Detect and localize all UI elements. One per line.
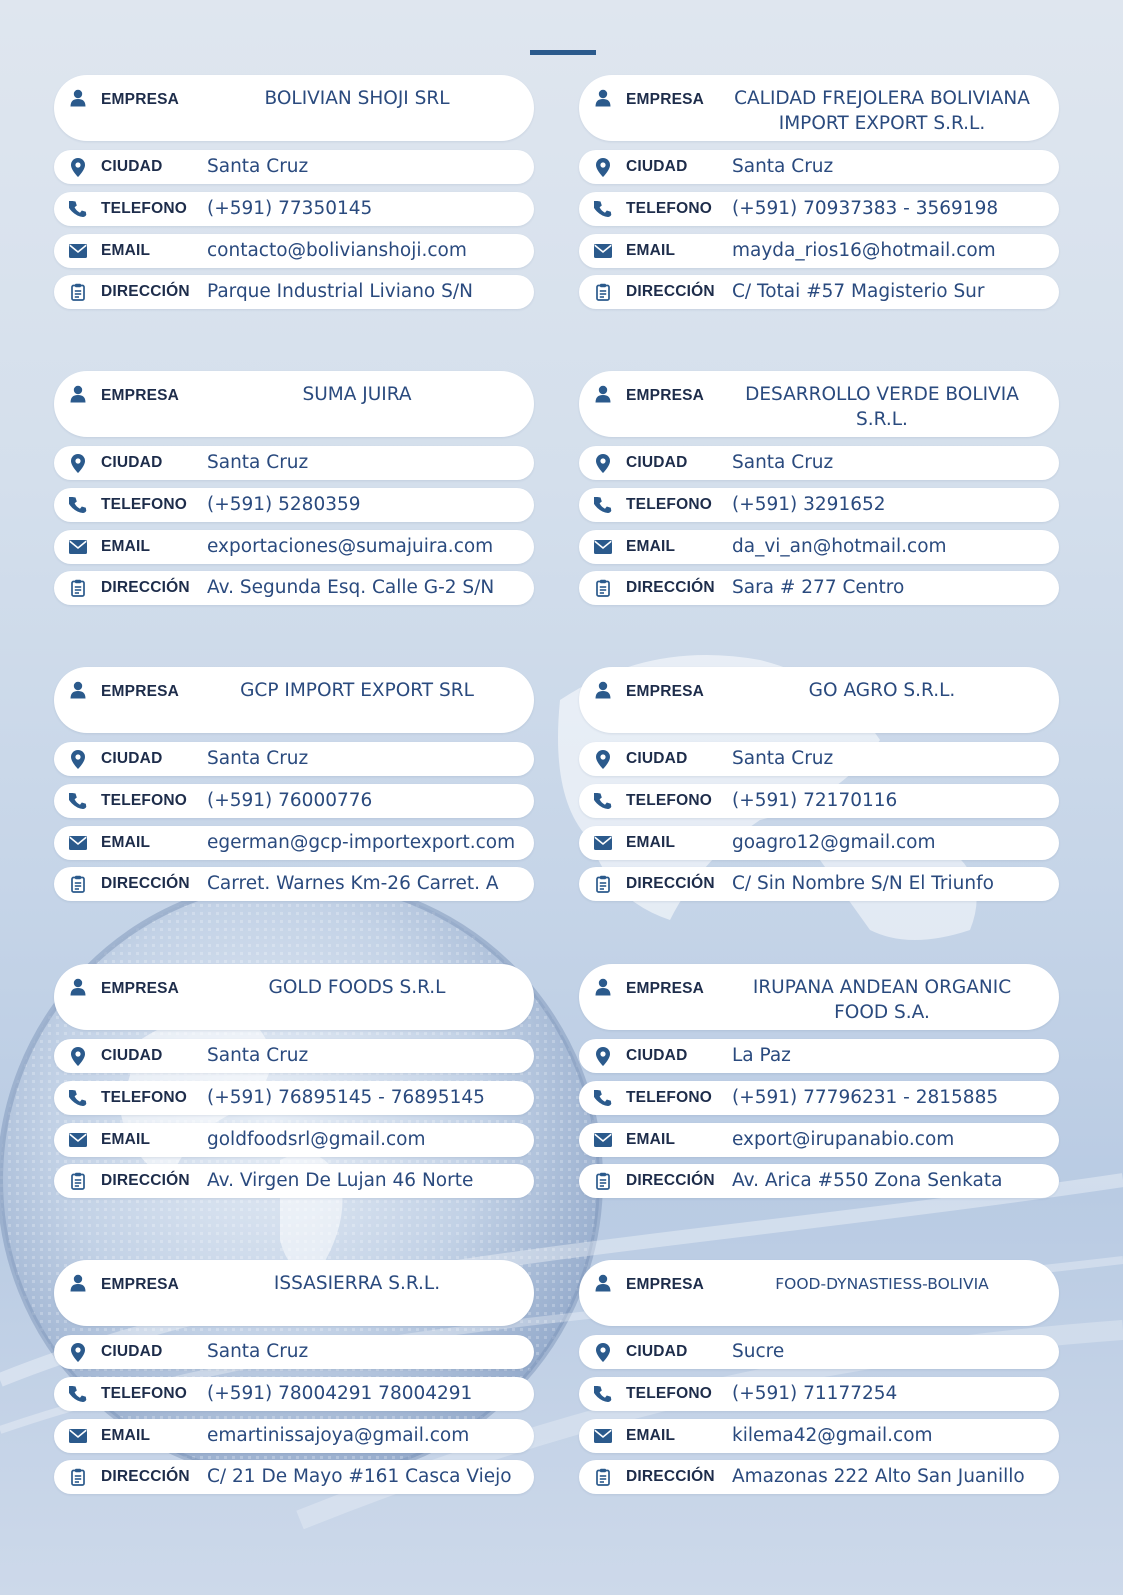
direccion-value: C/ Sin Nombre S/N El Triunfo — [732, 873, 994, 894]
ciudad-label: CIUDAD — [101, 1343, 163, 1360]
empresa-row — [54, 1260, 534, 1326]
direccion-label: DIRECCIÓN — [101, 283, 190, 300]
direccion-value: Av. Segunda Esq. Calle G-2 S/N — [207, 577, 495, 598]
empresa-label: EMPRESA — [626, 1276, 705, 1293]
telefono-value[interactable]: (+591) 5280359 — [207, 494, 361, 515]
direccion-label: DIRECCIÓN — [101, 1172, 190, 1189]
telefono-label: TELEFONO — [101, 200, 187, 217]
telefono-row — [579, 1081, 1059, 1115]
email-value[interactable]: goagro12@gmail.com — [732, 832, 936, 853]
envelope-icon — [68, 833, 88, 853]
ciudad-row — [579, 742, 1059, 776]
email-row — [54, 530, 534, 564]
clipboard-icon — [593, 874, 613, 894]
ciudad-label: CIUDAD — [626, 750, 688, 767]
location-pin-icon — [593, 453, 613, 473]
phone-icon — [593, 199, 613, 219]
direccion-label: DIRECCIÓN — [626, 579, 715, 596]
clipboard-icon — [593, 1171, 613, 1191]
ciudad-label: CIUDAD — [101, 750, 163, 767]
envelope-icon — [68, 1426, 88, 1446]
empresa-label: EMPRESA — [101, 387, 180, 404]
direccion-value: Av. Virgen De Lujan 46 Norte — [207, 1170, 474, 1191]
location-pin-icon — [68, 157, 88, 177]
empresa-label: EMPRESA — [101, 980, 180, 997]
empresa-row — [54, 371, 534, 437]
company-name: GO AGRO S.R.L. — [808, 680, 956, 701]
telefono-row — [54, 784, 534, 818]
ciudad-value: Santa Cruz — [732, 748, 834, 769]
direccion-value: C/ Totai #57 Magisterio Sur — [732, 281, 985, 302]
ciudad-label: CIUDAD — [626, 1047, 688, 1064]
ciudad-label: CIUDAD — [101, 1047, 163, 1064]
user-icon — [68, 1273, 88, 1293]
ciudad-label: CIUDAD — [101, 454, 163, 471]
email-row — [579, 1419, 1059, 1453]
direccion-label: DIRECCIÓN — [101, 1468, 190, 1485]
email-label: EMAIL — [101, 242, 151, 259]
direccion-label: DIRECCIÓN — [101, 875, 190, 892]
ciudad-row — [54, 446, 534, 480]
ciudad-value: La Paz — [732, 1045, 791, 1066]
telefono-row — [54, 1377, 534, 1411]
empresa-row — [579, 1260, 1059, 1326]
envelope-icon — [593, 1426, 613, 1446]
clipboard-icon — [68, 1467, 88, 1487]
company-name: GOLD FOODS S.R.L — [268, 977, 446, 998]
email-label: EMAIL — [626, 834, 676, 851]
location-pin-icon — [68, 453, 88, 473]
company-name: GCP IMPORT EXPORT SRL — [240, 680, 474, 701]
company-name: BOLIVIAN SHOJI SRL — [264, 88, 450, 109]
direccion-row — [54, 1460, 534, 1494]
empresa-label: EMPRESA — [626, 91, 705, 108]
location-pin-icon — [68, 749, 88, 769]
location-pin-icon — [593, 1342, 613, 1362]
location-pin-icon — [68, 1342, 88, 1362]
direccion-row — [54, 275, 534, 309]
direccion-label: DIRECCIÓN — [626, 875, 715, 892]
direccion-value: Carret. Warnes Km-26 Carret. A — [207, 873, 499, 894]
telefono-row — [579, 1377, 1059, 1411]
email-row — [54, 1123, 534, 1157]
empresa-row — [54, 964, 534, 1030]
email-value[interactable]: contacto@bolivianshoji.com — [207, 240, 467, 261]
telefono-value[interactable]: (+591) 77350145 — [207, 198, 373, 219]
clipboard-icon — [593, 282, 613, 302]
email-row — [54, 826, 534, 860]
user-icon — [593, 1273, 613, 1293]
ciudad-row — [579, 150, 1059, 184]
ciudad-label: CIUDAD — [626, 1343, 688, 1360]
email-row — [54, 1419, 534, 1453]
user-icon — [593, 384, 613, 404]
company-name: CALIDAD FREJOLERA BOLIVIANA IMPORT EXPORT S.R.L. — [734, 88, 1030, 134]
empresa-row — [579, 371, 1059, 437]
email-row — [579, 234, 1059, 268]
envelope-icon — [593, 241, 613, 261]
telefono-row — [54, 1081, 534, 1115]
ciudad-row — [54, 150, 534, 184]
envelope-icon — [593, 537, 613, 557]
phone-icon — [68, 1384, 88, 1404]
user-icon — [593, 680, 613, 700]
telefono-label: TELEFONO — [626, 496, 712, 513]
email-label: EMAIL — [101, 1131, 151, 1148]
telefono-value[interactable]: (+591) 76000776 — [207, 790, 373, 811]
company-name: IRUPANA ANDEAN ORGANIC FOOD S.A. — [752, 977, 1012, 1023]
telefono-value[interactable]: (+591) 76895145 - 76895145 — [207, 1087, 485, 1108]
email-label: EMAIL — [626, 1131, 676, 1148]
phone-icon — [68, 1088, 88, 1108]
direccion-row — [579, 867, 1059, 901]
email-value[interactable]: emartinissajoya@gmail.com — [207, 1425, 470, 1446]
direccion-row — [579, 275, 1059, 309]
telefono-label: TELEFONO — [626, 792, 712, 809]
email-value[interactable]: exportaciones@sumajuira.com — [207, 536, 494, 557]
clipboard-icon — [593, 578, 613, 598]
email-value[interactable]: mayda_rios16@hotmail.com — [732, 240, 996, 261]
empresa-label: EMPRESA — [101, 683, 180, 700]
ciudad-value: Sucre — [732, 1341, 785, 1362]
user-icon — [68, 88, 88, 108]
direccion-label: DIRECCIÓN — [626, 1172, 715, 1189]
clipboard-icon — [68, 578, 88, 598]
email-label: EMAIL — [626, 242, 676, 259]
clipboard-icon — [593, 1467, 613, 1487]
location-pin-icon — [593, 157, 613, 177]
ciudad-row — [579, 1039, 1059, 1073]
telefono-row — [54, 192, 534, 226]
telefono-label: TELEFONO — [626, 1089, 712, 1106]
direccion-value: Parque Industrial Liviano S/N — [207, 281, 473, 302]
clipboard-icon — [68, 282, 88, 302]
phone-icon — [593, 791, 613, 811]
email-value[interactable]: export@irupanabio.com — [732, 1129, 955, 1150]
email-row — [579, 530, 1059, 564]
location-pin-icon — [593, 1046, 613, 1066]
email-label: EMAIL — [626, 1427, 676, 1444]
direccion-value: Av. Arica #550 Zona Senkata — [732, 1170, 1003, 1191]
telefono-value[interactable]: (+591) 77796231 - 2815885 — [732, 1087, 999, 1108]
email-label: EMAIL — [101, 1427, 151, 1444]
direccion-value: Amazonas 222 Alto San Juanillo — [732, 1466, 1025, 1487]
telefono-label: TELEFONO — [626, 200, 712, 217]
location-pin-icon — [68, 1046, 88, 1066]
phone-icon — [593, 1088, 613, 1108]
empresa-row — [579, 667, 1059, 733]
direccion-label: DIRECCIÓN — [626, 1468, 715, 1485]
ciudad-label: CIUDAD — [101, 158, 163, 175]
ciudad-row — [579, 1335, 1059, 1369]
telefono-value[interactable]: (+591) 71177254 — [732, 1383, 898, 1404]
empresa-label: EMPRESA — [626, 387, 705, 404]
email-label: EMAIL — [626, 538, 676, 555]
envelope-icon — [68, 241, 88, 261]
company-name: ISSASIERRA S.R.L. — [273, 1273, 441, 1294]
email-row — [54, 234, 534, 268]
empresa-row — [54, 667, 534, 733]
empresa-row — [54, 75, 534, 141]
email-value[interactable]: egerman@gcp-importexport.com — [207, 832, 516, 853]
telefono-label: TELEFONO — [101, 496, 187, 513]
email-row — [579, 1123, 1059, 1157]
phone-icon — [593, 495, 613, 515]
phone-icon — [68, 199, 88, 219]
user-icon — [68, 384, 88, 404]
empresa-row — [579, 75, 1059, 141]
telefono-label: TELEFONO — [626, 1385, 712, 1402]
telefono-row — [579, 192, 1059, 226]
direccion-row — [54, 867, 534, 901]
company-name: DESARROLLO VERDE BOLIVIA S.R.L. — [745, 384, 1019, 430]
envelope-icon — [593, 833, 613, 853]
envelope-icon — [68, 1130, 88, 1150]
ciudad-value: Santa Cruz — [207, 156, 309, 177]
direccion-label: DIRECCIÓN — [101, 579, 190, 596]
telefono-label: TELEFONO — [101, 1385, 187, 1402]
envelope-icon — [68, 537, 88, 557]
envelope-icon — [593, 1130, 613, 1150]
email-value[interactable]: da_vi_an@hotmail.com — [732, 536, 947, 557]
ciudad-row — [579, 446, 1059, 480]
telefono-value[interactable]: (+591) 78004291 78004291 — [207, 1383, 473, 1404]
phone-icon — [68, 495, 88, 515]
telefono-row — [579, 784, 1059, 818]
telefono-label: TELEFONO — [101, 1089, 187, 1106]
direccion-row — [579, 1460, 1059, 1494]
empresa-label: EMPRESA — [626, 683, 705, 700]
ciudad-row — [54, 742, 534, 776]
ciudad-value: Santa Cruz — [207, 1341, 309, 1362]
company-name: FOOD-DYNASTIESS-BOLIVIA — [775, 1275, 989, 1293]
telefono-row — [579, 488, 1059, 522]
direccion-value: Sara # 277 Centro — [732, 577, 905, 598]
direccion-row — [54, 1164, 534, 1198]
ciudad-value: Santa Cruz — [207, 1045, 309, 1066]
direccion-row — [54, 571, 534, 605]
company-name: SUMA JUIRA — [302, 384, 412, 405]
direccion-row — [579, 571, 1059, 605]
clipboard-icon — [68, 1171, 88, 1191]
ciudad-row — [54, 1039, 534, 1073]
user-icon — [593, 88, 613, 108]
telefono-row — [54, 488, 534, 522]
empresa-label: EMPRESA — [626, 980, 705, 997]
phone-icon — [593, 1384, 613, 1404]
location-pin-icon — [593, 749, 613, 769]
telefono-value[interactable]: (+591) 72170116 — [732, 790, 898, 811]
ciudad-label: CIUDAD — [626, 454, 688, 471]
direccion-label: DIRECCIÓN — [626, 283, 715, 300]
email-label: EMAIL — [101, 834, 151, 851]
email-value[interactable]: goldfoodsrl@gmail.com — [207, 1129, 426, 1150]
empresa-row — [579, 964, 1059, 1030]
ciudad-value: Santa Cruz — [732, 156, 834, 177]
top-accent-bar — [530, 50, 596, 55]
telefono-value[interactable]: (+591) 70937383 - 3569198 — [732, 198, 999, 219]
email-label: EMAIL — [101, 538, 151, 555]
ciudad-label: CIUDAD — [626, 158, 688, 175]
empresa-label: EMPRESA — [101, 91, 180, 108]
email-row — [579, 826, 1059, 860]
phone-icon — [68, 791, 88, 811]
direccion-row — [579, 1164, 1059, 1198]
user-icon — [68, 977, 88, 997]
user-icon — [593, 977, 613, 997]
ciudad-value: Santa Cruz — [732, 452, 834, 473]
telefono-value[interactable]: (+591) 3291652 — [732, 494, 886, 515]
user-icon — [68, 680, 88, 700]
ciudad-value: Santa Cruz — [207, 452, 309, 473]
direccion-value: C/ 21 De Mayo #161 Casca Viejo — [207, 1466, 512, 1487]
telefono-label: TELEFONO — [101, 792, 187, 809]
email-value[interactable]: kilema42@gmail.com — [732, 1425, 933, 1446]
empresa-label: EMPRESA — [101, 1276, 180, 1293]
ciudad-row — [54, 1335, 534, 1369]
ciudad-value: Santa Cruz — [207, 748, 309, 769]
clipboard-icon — [68, 874, 88, 894]
